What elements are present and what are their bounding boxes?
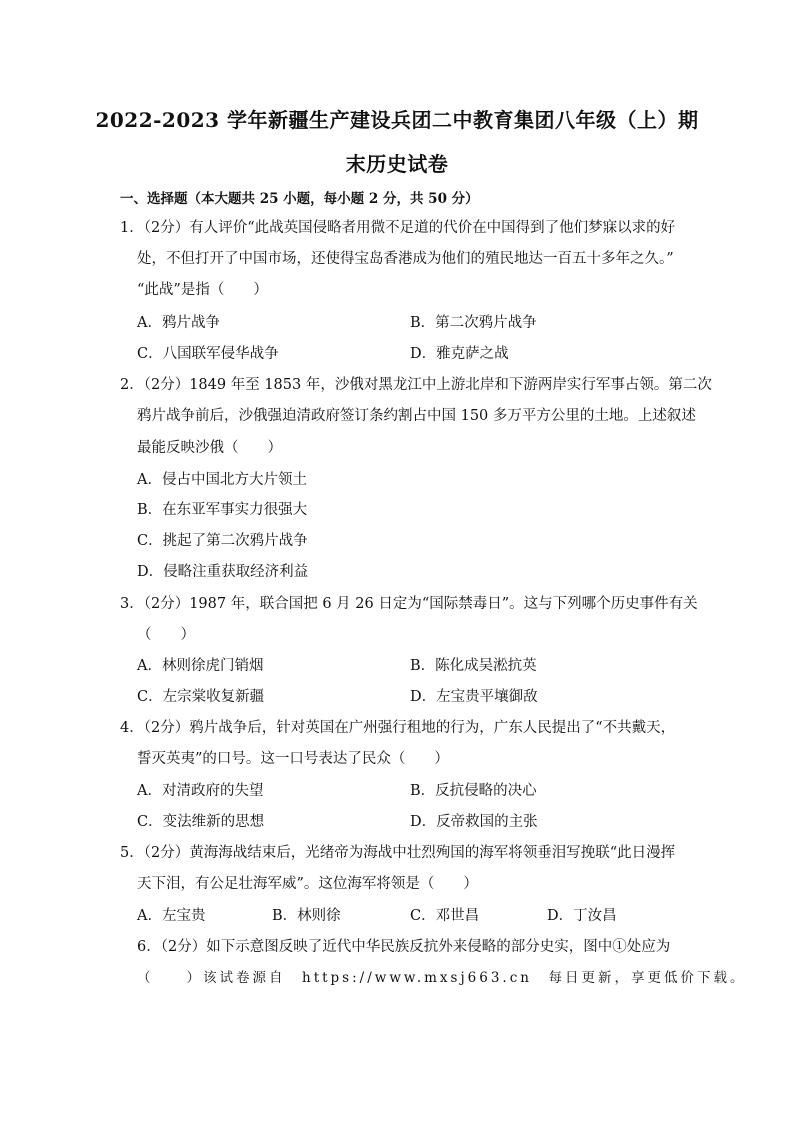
question-4-line-1: 4．（2分）鸦片战争后，针对英国在广州强行租地的行为，广东人民提出了“不共戴天， xyxy=(120,720,676,736)
question-2-option-b: B．在东亚军事实力很强大 xyxy=(137,502,308,518)
question-6-line-2: （ ）该试卷源自 https://www.mxsj663.cn 每日更新，享更低价下载。 xyxy=(137,970,747,986)
question-6-line-1: 6．（2分）如下示意图反映了近代中华民族反抗外来侵略的部分史实，图中①处应为 xyxy=(137,939,671,955)
question-5-line-2: 天下泪，有公足壮海军威”。这位海军将领是（ ） xyxy=(137,876,478,892)
question-2-option-c: C．挑起了第二次鸦片战争 xyxy=(137,533,308,549)
question-3-option-a: A．林则徐虎门销烟 xyxy=(137,658,264,674)
question-2-option-d: D．侵略注重获取经济利益 xyxy=(137,564,309,580)
question-1-line-3: “此战”是指（ ） xyxy=(137,282,268,298)
question-1-option-d: D．雅克萨之战 xyxy=(410,346,509,362)
question-5-option-c: C．邓世昌 xyxy=(410,908,480,924)
question-2-line-2: 鸦片战争前后，沙俄强迫清政府签订条约割占中国 150 多万平方公里的土地。上述叙述 xyxy=(137,408,696,424)
question-5-line-1: 5．（2分）黄海海战结束后，光绪帝为海战中壮烈殉国的海军将领垂泪写挽联“此日漫挥 xyxy=(120,845,676,861)
question-5-option-a: A．左宝贵 xyxy=(137,908,206,924)
question-2-line-3: 最能反映沙俄（ ） xyxy=(137,440,282,456)
question-3-line-1: 3．（2分）1987 年，联合国把 6 月 26 日定为“国际禁毒日”。这与下列哪个历史事件有关 xyxy=(120,596,698,612)
question-1-option-a: A．鸦片战争 xyxy=(137,315,220,331)
question-4-option-d: D．反帝救国的主张 xyxy=(410,814,538,830)
question-2-line-1: 2．（2分）1849 年至 1853 年，沙俄对黑龙江中上游北岸和下游两岸实行军事占领。第二次 xyxy=(120,377,712,393)
question-1-line-2: 处，不但打开了中国市场，还使得宝岛香港成为他们的殖民地达一百五十多年之久。” xyxy=(137,251,674,267)
question-5-option-d: D．丁汝昌 xyxy=(547,908,617,924)
question-3-line-2: （ ） xyxy=(137,627,195,643)
question-4-option-c: C．变法维新的思想 xyxy=(137,814,265,830)
question-1-option-c: C．八国联军侵华战争 xyxy=(137,346,279,362)
question-3-option-b: B．陈化成吴淞抗英 xyxy=(410,658,537,674)
exam-title-line-1: 2022-2023 学年新疆生产建设兵团二中教育集团八年级（上）期 xyxy=(95,108,699,132)
section-header: 一、选择题（本大题共 25 小题，每小题 2 分，共 50 分） xyxy=(120,191,479,207)
exam-title-line-2: 末历史试卷 xyxy=(345,152,449,176)
question-1-option-b: B．第二次鸦片战争 xyxy=(410,315,537,331)
question-5-option-b: B．林则徐 xyxy=(272,908,341,924)
question-1-line-1: 1．（2分）有人评价“此战英国侵略者用微不足道的代价在中国得到了他们梦寐以求的好 xyxy=(120,220,676,236)
question-4-option-a: A．对清政府的失望 xyxy=(137,783,264,799)
question-4-option-b: B．反抗侵略的决心 xyxy=(410,783,537,799)
question-3-option-c: C．左宗棠收复新疆 xyxy=(137,689,265,705)
question-3-option-d: D．左宝贵平壤御敌 xyxy=(410,689,538,705)
question-2-option-a: A．侵占中国北方大片领土 xyxy=(137,472,307,488)
question-4-line-2: 誓灭英夷”的口号。这一口号表达了民众（ ） xyxy=(137,751,449,767)
